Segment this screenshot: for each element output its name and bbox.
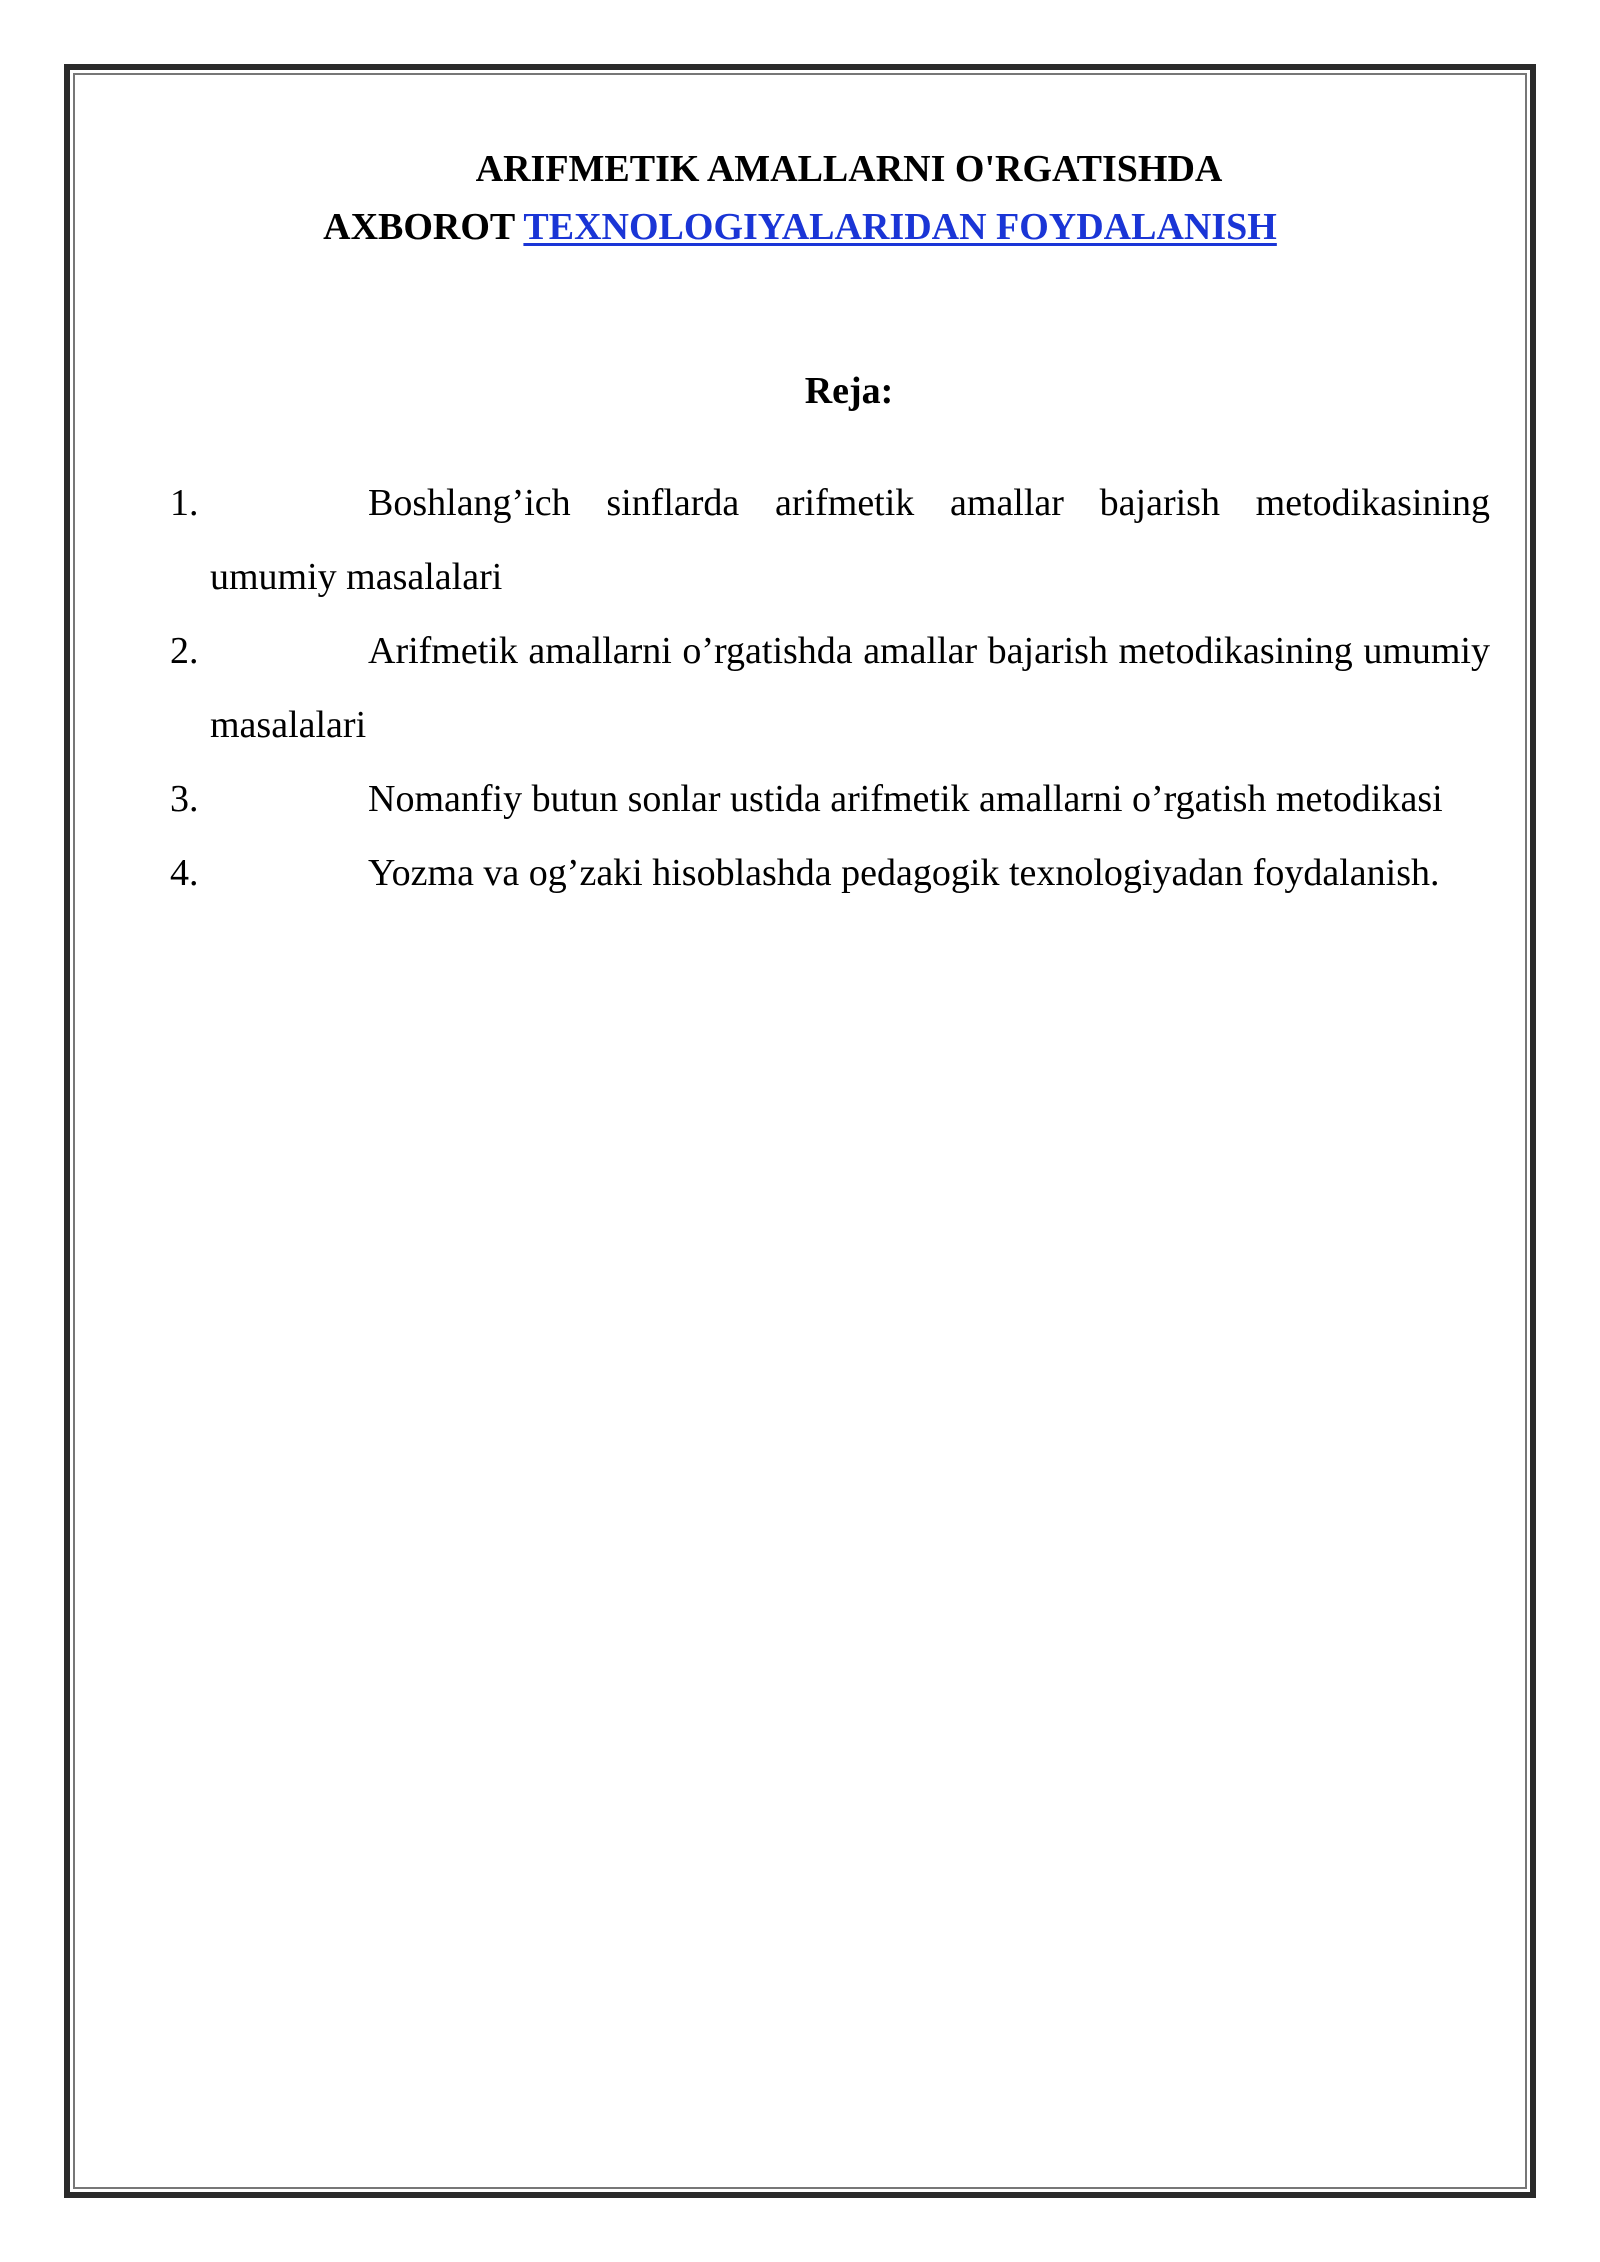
list-item-text: Yozma va og’zaki hisoblashda pedagogik texnologiyadan foydalanish.: [368, 852, 1440, 894]
list-item-text: Nomanfiy butun sonlar ustida arifmetik amallarni o’rgatish metodikasi: [368, 778, 1443, 820]
list-item: [170, 614, 1490, 762]
title-link[interactable]: TEXNOLOGIYALARIDAN FOYDALANISH: [523, 206, 1277, 248]
list-item: [170, 466, 1490, 614]
title-line-1: ARIFMETIK AMALLARNI O'RGATISHDA: [475, 148, 1223, 190]
list-item-number: 2.: [170, 630, 199, 672]
list-item-number: 3.: [170, 778, 199, 820]
list-item-text: Boshlang’ich sinflarda arifmetik amallar bajarish metodikasining umumiy masalalari: [210, 482, 1490, 598]
plan-list: [170, 466, 1490, 910]
list-item: [170, 762, 1490, 836]
list-item-text: Arifmetik amallarni o’rgatishda amallar bajarish metodikasining umumiy masalalari: [210, 630, 1490, 746]
plan-heading: Reja:: [804, 370, 894, 412]
list-item-number: 4.: [170, 852, 199, 894]
title-line-2-text: AXBOROT: [323, 206, 524, 248]
title-line-2: [0, 198, 1600, 256]
list-item: [170, 836, 1490, 910]
list-item-number: 1.: [170, 482, 199, 524]
document-title: [0, 140, 1600, 256]
